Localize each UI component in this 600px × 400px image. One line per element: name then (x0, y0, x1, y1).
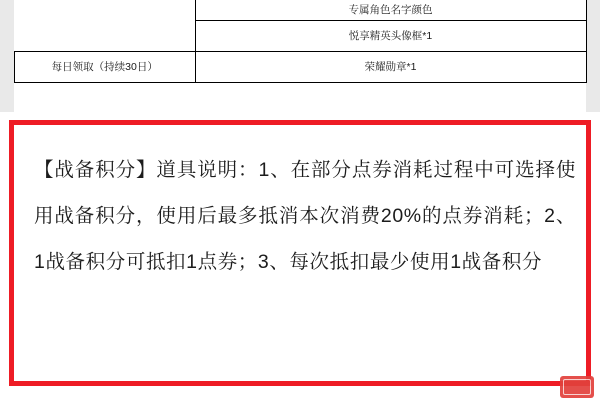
page-margin-left (0, 0, 14, 112)
table-cell-label: 每日领取（持续30日） (15, 52, 196, 83)
page-margin-right (586, 0, 600, 112)
watermark-inner-frame (563, 379, 591, 395)
highlighted-callout-box (9, 120, 591, 386)
table-cell-value: 悦享精英头像框*1 (195, 21, 586, 52)
table-cell-value: 荣耀勋章*1 (195, 52, 586, 83)
table-cell-label (15, 0, 196, 21)
reward-table-region (0, 0, 600, 112)
table-cell-value: 专属角色名字颜色 (195, 0, 586, 21)
watermark-logo-icon (560, 376, 594, 398)
table-cell-label (15, 21, 196, 52)
table-row (15, 52, 587, 83)
table-row (15, 21, 587, 52)
page-bottom-strip (0, 386, 600, 400)
reward-table (14, 0, 587, 83)
table-row (15, 0, 587, 21)
item-description-text: 【战备积分】道具说明：1、在部分点券消耗过程中可选择使用战备积分，使用后最多抵消本次消费20%的点券消耗；2、1战备积分可抵扣1点券；3、每次抵扣最少使用1战备积分 (34, 159, 576, 273)
